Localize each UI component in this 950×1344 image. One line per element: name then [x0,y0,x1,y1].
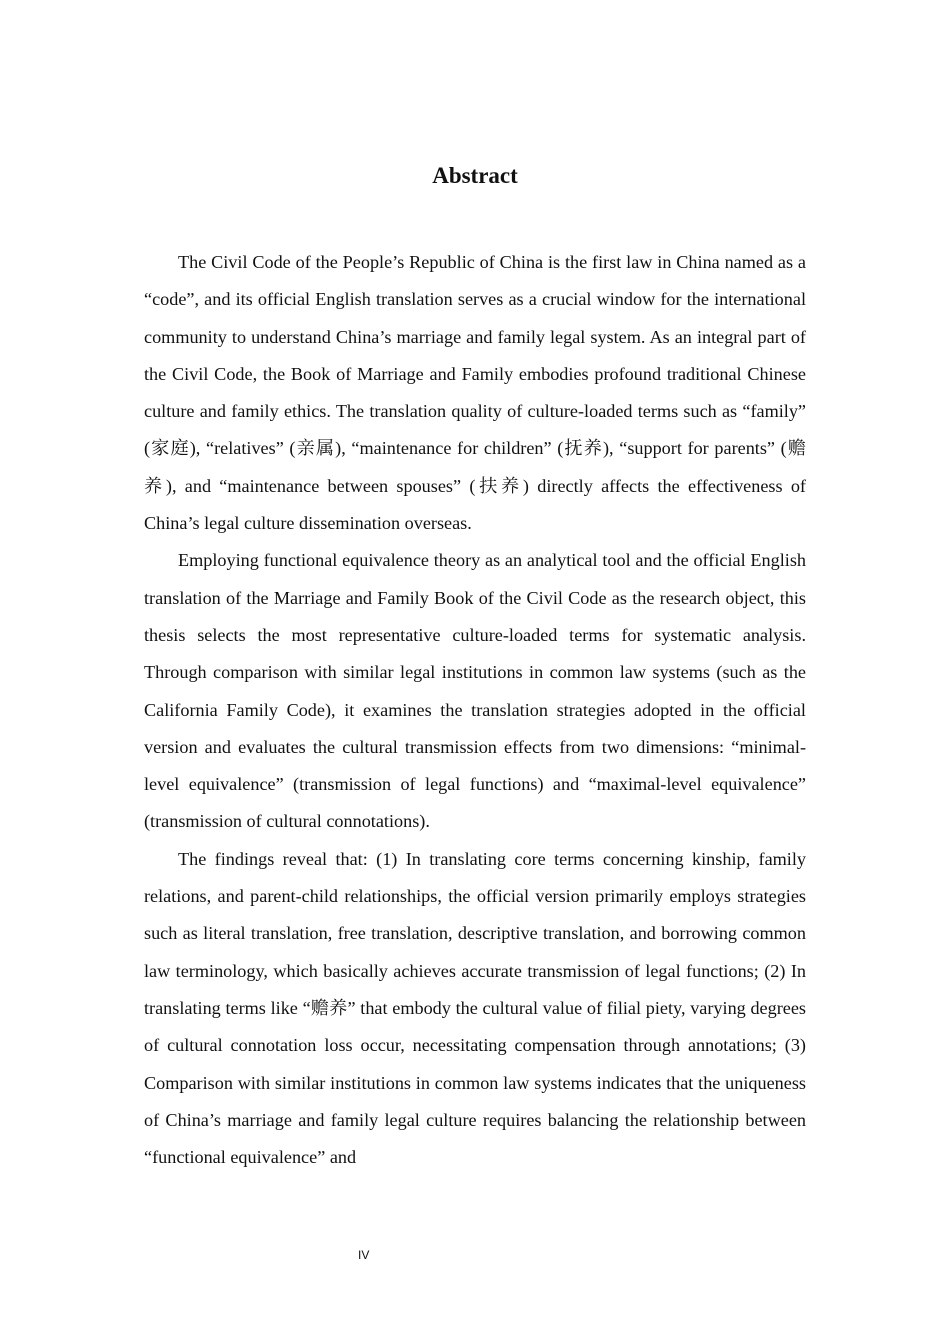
abstract-body [144,244,806,1176]
paragraph-2: Employing functional equivalence theory as an analytical tool and the official English translation of the Marriage and Family Book of the Civil Code as the research object, this thesis selects the most representative culture-loaded terms for systematic analysis. Through comparison with similar legal institutions in common law systems (such as the California Family Code), it examines the translation strategies adopted in the official version and evaluates the cultural transmission effects from two dimensions: “minimal-level equivalence” (transmission of legal functions) and “maximal-level equivalence” (transmission of cultural connotations). [144,550,806,832]
paragraph-3: The findings reveal that: (1) In translating core terms concerning kinship, family relations, and parent-child relationships, the official version primarily employs strategies such as literal translation, free translation, descriptive translation, and borrowing common law terminology, which basically achieves accurate transmission of legal functions; (2) In translating terms like “赡养” that embody the cultural value of filial piety, varying degrees of cultural connotation loss occur, necessitating compensation through annotations; (3) Comparison with similar institutions in common law systems indicates that the uniqueness of China’s marriage and family legal culture requires balancing the relationship between “functional equivalence” and [144,848,806,1168]
page-number: IV [358,1248,370,1262]
paragraph-1: The Civil Code of the People’s Republic of China is the first law in China named as a “code”, and its official English translation serves as a crucial window for the international community to understand China’s marriage and family legal system. As an integral part of the Civil Code, the Book of Marriage and Family embodies profound traditional Chinese culture and family ethics. The translation quality of culture-loaded terms such as “family” (家庭), “relatives” (亲属), “maintenance for children” (抚养), “support for parents” (赡养), and “maintenance between spouses” (扶养) directly affects the effectiveness of China’s legal culture dissemination overseas. [144,252,806,534]
page-title: Abstract [432,163,518,188]
